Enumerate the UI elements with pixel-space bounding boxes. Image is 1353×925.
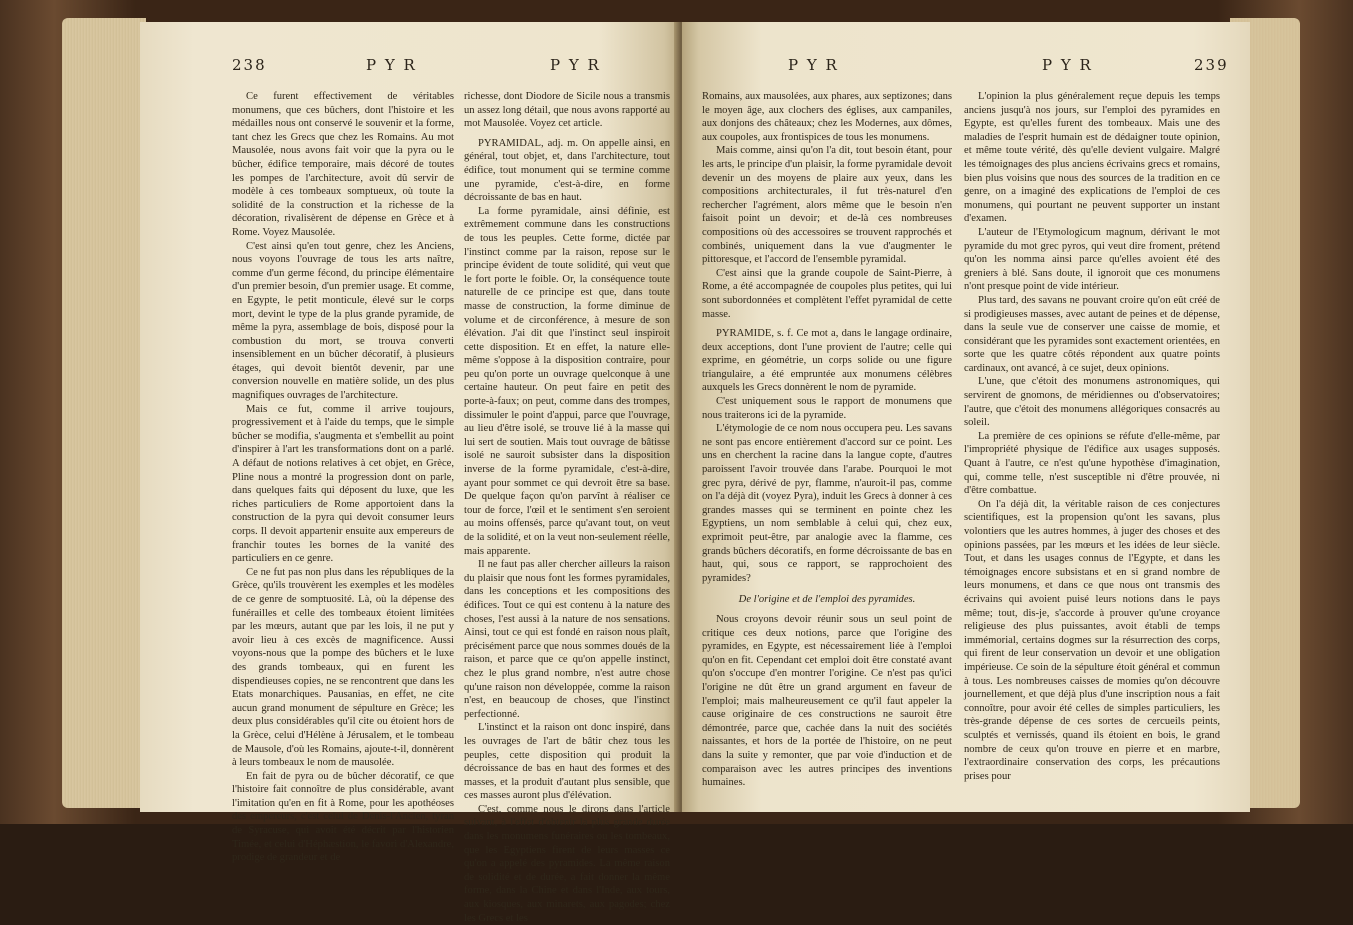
paragraph: C'est uniquement sous le rapport de monumens que nous traiterons ici de la pyramide. bbox=[702, 396, 952, 421]
paragraph: L'auteur de l'Etymologicum magnum, dérivant le mot pyramide du mot grec pyros, qui veut dire froment, prétend qu'on les nomma ainsi parce qu'elles avoient été des greniers à blé. Sans doute, il ignoroit que ces monumens n'ont presque point de vide intérieur. bbox=[964, 226, 1220, 293]
paragraph: richesse, dont Diodore de Sicile nous a transmis un assez long détail, que nous avons rapporté au mot Mausolée. Voyez cet article. bbox=[464, 91, 670, 130]
paragraph: Il ne faut pas aller chercher ailleurs la raison du plaisir que nous font les formes pyramidales, dans les conceptions et les compositions des édifices. Tout ce qui est contenu à la nature des choses, l'est aussi à la nature de nos sensations. Ainsi, tout ce qui est fondé en raison nous plaît, précisément parce que nous sommes doués de la raison, et parce que ce qu'on appelle instinct, chez le plus grand nombre, n'est autre chose qu'une raison non développée, comme la raison n'est, en beaucoup de choses, que l'instinct perfectionné. bbox=[464, 559, 670, 720]
right-page bbox=[682, 22, 1250, 812]
section-heading: De l'origine et de l'emploi des pyramides. bbox=[738, 594, 916, 606]
left-column-2 bbox=[464, 90, 670, 925]
paragraph: En fait de pyra ou de bûcher décoratif, ce que l'histoire fait connoître de plus considérable, avant l'imitation qu'en en fit à Rome, pour les apothéoses des empereurs, c'est celui de Denis-l'Ancien, tyran de Syracuse, qui avoit été décrit par l'historien Timée, et celui d'Héphæstion, le favori d'Alexandre, prodige de grandeur et de bbox=[232, 770, 454, 864]
paragraph: C'est ainsi qu'en tout genre, chez les Anciens, nous voyons l'ouvrage de tous les arts naître, comme d'un germe fécond, du principe élémentaire d'un premier besoin, d'un premier usage. Et comme, en Egypte, le petit monticule, élevé sur le corps mort, devint le type de la plus grande pyramide, de même la pyra, assemblage de bois, disposé pour la combustion du mort, se trouva converti insensiblement en un bûcher décoratif, à plusieurs étages, qui devoit bientôt devenir, par une conversion nouvelle en matière solide, un des plus magnifiques ouvrages de l'architecture. bbox=[232, 240, 454, 402]
paragraph: Ce ne fut pas non plus dans les républiques de la Grèce, qu'ils trouvèrent les exemples et les modèles de ce genre de somptuosité. Là, où la dépense des funérailles et celle des tombeaux étoient limitées par les mœurs, autant que par les lois, il ne put y avoir lieu à ces excès de magnificence. Aussi voyons-nous que la pompe des bûchers et le luxe des grands tombeaux, qui en furent les dispendieuses copies, ne se rencontrent que dans les Etats monarchiques. Pausanias, en effet, ne cite aucun grand monument de sépulture en Grèce; les deux plus considérables qu'il cite ou étoient hors de la Grèce, celui d'Hélène à Jérusalem, et le tombeau de Mausole, d'où les Romains, ajoute-t-il, donnèrent à leurs tombeaux le nom de mausolée. bbox=[232, 566, 454, 769]
entry-pyramidal: PYRAMIDAL, adj. m. On appelle ainsi, en général, tout objet, et, dans l'architecture, tout édifice, tout monument qui se termine comme une pyramide, c'est-à-dire, en forme décroissante de bas en haut. bbox=[464, 137, 670, 204]
paragraph: On l'a déjà dit, la véritable raison de ces conjectures scientifiques, est la propension qu'ont les savans, plus volontiers que les autres hommes, à juger des choses et des opinions passées, par les mœurs et les idées de leur siècle. Tout, et dans les usages connus de l'Egypte, et dans les témoignages encore subsistans et en si grand nombre de leurs monumens, et dans ce que nous ont transmis des écrivains qui avoient puisé leurs notions dans le pays même; tout, dis-je, s'accorde à prouver qu'une croyance religieuse des plus puissantes, avoit établi de temps immémorial, certains dogmes sur la résurrection des corps, qui firent de leur conservation un devoir et une obligation impérieuse. Ce soin de la sépulture étoit général et commun à tous. Les nombreuses caisses de momies qu'on découvre journellement, et que déjà plus d'une inscription nous a fait connoître, pour avoir été celles de simples particuliers, les très-grande dépense de ces sortes de cercueils peints, sculptés et vernissés, quand ils étoient en bois, le grand nombre de ceux qu'on trouve en pierre et en marbre, l'extraordinaire conservation des corps, les précautions prises pour bbox=[964, 498, 1220, 782]
paragraph: La première de ces opinions se réfute d'elle-même, par l'impropriété physique de l'édifice aux usages supposés. Quant à l'autre, ce n'est qu'une hypothèse d'imagination, qui, comme telle, n'est susceptible ni d'être prouvée, ni d'être combattue. bbox=[964, 430, 1220, 497]
right-page-number: 239 bbox=[1194, 56, 1229, 74]
paragraph: Romains, aux mausolées, aux phares, aux septizones; dans le moyen âge, aux clochers des églises, aux campaniles, aux donjons des châteaux; chez les Modernes, aux dômes, aux coupoles, aux frontispices de tous les monumens. bbox=[702, 91, 952, 143]
paragraph: C'est ainsi que la grande coupole de Saint-Pierre, à Rome, a été accompagnée de coupoles plus petites, qui lui sont subordonnées et complètent l'effet pyramidal de cette masse. bbox=[702, 267, 952, 320]
paragraph: L'étymologie de ce nom nous occupera peu. Les savans ne sont pas encore entièrement d'accord sur ce point. Les uns en cherchent la racine dans la langue copte, d'autres paroissent l'avoir trouvée dans l'arabe. Pourquoi le mot grec pyra, dérivé de pyr, flamme, n'auroit-il pas, comme on l'a déjà dit (voyez Pyra), induit les Grecs à donner à ces grandes masses qui se terminent en pointe chez les Egyptiens, un nom semblable à celui qui, chez eux, exprimoit peut-être, par analogie avec la flamme, ces grands bûchers décoratifs, en forme décroissante de bas en haut, qui, sous ce rapport, se rapprochoient des pyramides? bbox=[702, 423, 952, 584]
left-page-number: 238 bbox=[232, 56, 267, 74]
left-page bbox=[140, 22, 680, 924]
paragraph: L'opinion la plus généralement reçue depuis les temps anciens jusqu'à nos jours, sur l'emploi des pyramides en Egypte, est qu'elles furent des tombeaux. Mais une des maladies de l'esprit humain est de dédaigner toute opinion, et même toute vérité, dès qu'elle devient vulgaire. Malgré les témoignages des plus anciens écrivains grecs et romains, bien plus voisins que nous des sources de la tradition en ce genre, on a imaginé des explications de l'emploi de ces monumens, qui pourtant ne peuvent supporter un instant d'examen. bbox=[964, 91, 1220, 225]
entry-pyramide: PYRAMIDE, s. f. Ce mot a, dans le langage ordinaire, deux acceptions, dont l'une provient de l'autre; celle qui exprime, en géométrie, un corps solide ou une figure triangulaire, a été empruntée aux monumens célèbres auxquels les Grecs donnèrent le nom de pyramide. bbox=[702, 328, 952, 394]
paragraph: Mais comme, ainsi qu'on l'a dit, tout besoin étant, pour les arts, le principe d'un plaisir, la forme pyramidale devoit devenir un des moyens de plaire aux yeux, dans les compositions architecturales, il fut très-naturel d'en rechercher l'agrément, alors même que le besoin n'en faisoit point un devoir; et de-là ces nombreuses compositions où des accessoires se trouvent rapprochés et combinés, uniquement dans la vue d'augmenter le pittoresque, et l'accord de l'ensemble pyramidal. bbox=[702, 145, 952, 266]
paragraph: Nous croyons devoir réunir sous un seul point de critique ces deux notions, parce que l'origine des pyramides, en Egypte, est nécessairement liée à l'emploi qu'on en fit. Cependant cet emploi doit être constaté avant qu'on s'occupe d'en montrer l'origine. Ce n'est pas qu'ici l'origine ne dût être un grand argument en faveur de l'emploi; mais malheureusement ce qu'il faut appeler la cause originaire de ces constructions ne sauroit être démontrée, parce que, cachée dans la nuit des sociétés naissantes, et hors de la portée de l'histoire, on ne peut dans la suite y remonter, que par voie d'induction et de comparaison avec les autres principes des inventions humaines. bbox=[702, 613, 952, 789]
paragraph: Mais ce fut, comme il arrive toujours, progressivement et à l'aide du temps, que le simple bûcher se modifia, s'augmenta et s'embellit au point d'inspirer à l'art les transformations dont on a parlé. A défaut de notions relatives à cet objet, en Grèce, Pline nous a montré la progression dont on parle, dans quelques faits qui déposent du luxe, que les riches particuliers de Rome apportoient dans la construction de la pyra qui devoit consumer leurs corps. Il devoit appartenir ensuite aux empereurs de franchir toutes les bornes de la vanité des particuliers en ce genre. bbox=[232, 403, 454, 565]
paragraph: L'une, que c'étoit des monumens astronomiques, qui servirent de gnomons, de méridiennes ou d'observatoires; l'autre, que c'étoit des monumens allégoriques consacrés au soleil. bbox=[964, 376, 1220, 429]
paragraph: Ce furent effectivement de véritables monumens, que ces bûchers, dont l'histoire et les médailles nous ont conservé le souvenir et la forme, tant chez les Grecs que chez les Romains. Au mot Mausolée, nous avons fait voir que la pyra ou le bûcher, édifice temporaire, mais décoré de toutes les pompes de l'architecture, avoit dû servir de modèle à ces tombeaux somptueux, où toute la solidité de la construction et la richesse de la décoration, rivalisèrent de dépense en Grèce et à Rome. Voyez Mausolée. bbox=[232, 91, 454, 238]
left-header-col1: P Y R bbox=[366, 56, 417, 74]
left-header-col2: P Y R bbox=[550, 56, 601, 74]
paragraph: L'instinct et la raison ont donc inspiré, dans les ouvrages de l'art de bâtir chez tous les peuples, cette disposition qui produit la décroissance de bas en haut des formes et des masses, et la produit d'autant plus sensible, que ces masses auront plus d'élévation. bbox=[464, 722, 670, 802]
right-column-1 bbox=[702, 90, 952, 790]
right-header-col2: P Y R bbox=[1042, 56, 1093, 74]
right-column-2 bbox=[964, 90, 1220, 783]
page-edges-left bbox=[62, 18, 146, 808]
left-column-1 bbox=[232, 90, 454, 865]
paragraph: Plus tard, des savans ne pouvant croire qu'on eût créé de si prodigieuses masses, avec autant de peines et de dépense, dans la seule vue de conserver une caisse de momie, et considérant que les pyramides sont exactement orientées, en sorte que les quatre côtés répondent aux quatre points cardinaux, ont avancé, à ce sujet, deux opinions. bbox=[964, 294, 1220, 374]
right-header-col1: P Y R bbox=[788, 56, 839, 74]
paragraph: C'est, comme nous le dirons dans l'article suivant, à l'effet d'obtenir la plus grande durée dans les monumens funéraires ou les tombeaux, que les Egyptiens firent de leurs masses ce qu'on a appelé des pyramides. La même raison de solidité et de durée, a fait donner la même forme, dans la Chine et dans l'Inde, aux tours, aux kiosques, aux minarets, aux pagodes; chez les Grecs et les bbox=[464, 803, 670, 924]
paragraph: La forme pyramidale, ainsi définie, est extrêmement commune dans les constructions de tous les peuples. Cette forme, dictée par l'instinct comme par la raison, repose sur le principe évident de toute solidité, qui veut que le fort porte le foible. Or, la conséquence toute naturelle de ce principe est que, dans toute masse de construction, la forme diminue de volume et de circonférence, à mesure de son élévation. J'ai dit que l'instinct seul inspiroit cette disposition. Et en effet, la nature elle-même s'oppose à la disposition contraire, pour peu qu'on porte un ouvrage quelconque à une certaine hauteur. On peut faire en petit des porte-à-faux; on peut, comme dans des trompes, dissimuler le point d'appui, parce que l'ouvrage, au lieu d'être isolé, se trouve lié à la masse qui lui sert de soutien. Mais tout ouvrage de bâtisse isolé ne sauroit subsister dans la disposition inverse de la forme pyramidale, c'est-à-dire, ayant pour sommet ce qui devroit être sa base. De quelque façon qu'on parvînt à réaliser ce tour de force, l'œil et le sentiment s'en seroient au moins offensés, parce qu'avant tout, on veut de la solidité, et on la veut non-seulement réelle, mais apparente. bbox=[464, 205, 670, 557]
